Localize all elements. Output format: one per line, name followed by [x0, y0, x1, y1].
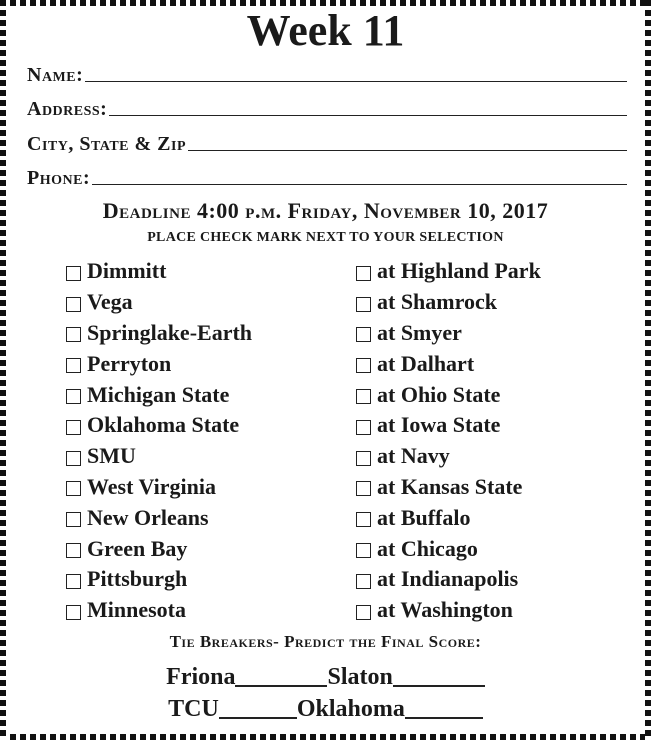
- away-team: Green Bay: [87, 535, 188, 561]
- home-team: at Navy: [377, 443, 450, 469]
- game-row: [66, 472, 626, 503]
- picks-list: [66, 256, 626, 626]
- checkbox[interactable]: [66, 297, 81, 312]
- checkbox[interactable]: [356, 574, 371, 589]
- instructions-text: PLACE CHECK MARK NEXT TO YOUR SELECTION: [147, 230, 504, 245]
- away-team: Michigan State: [87, 381, 230, 407]
- tiebreaker-team1: TCU: [168, 696, 219, 722]
- checkbox[interactable]: [66, 543, 81, 558]
- checkbox[interactable]: [66, 451, 81, 466]
- away-team: Springlake-Earth: [87, 319, 253, 345]
- address-label: Address:: [27, 98, 108, 120]
- border-left: [0, 0, 6, 740]
- home-team: at Washington: [377, 597, 513, 623]
- checkbox[interactable]: [356, 358, 371, 373]
- game-row: [66, 533, 626, 564]
- page-title: Week 11: [246, 6, 405, 55]
- away-team: SMU: [87, 443, 136, 469]
- checkbox[interactable]: [66, 389, 81, 404]
- away-team: Minnesota: [87, 597, 186, 623]
- game-row: [66, 287, 626, 318]
- game-row: [66, 379, 626, 410]
- checkbox[interactable]: [356, 389, 371, 404]
- checkbox[interactable]: [66, 266, 81, 281]
- game-row: [66, 595, 626, 626]
- checkbox[interactable]: [66, 574, 81, 589]
- away-team: Oklahoma State: [87, 412, 240, 438]
- checkbox[interactable]: [356, 266, 371, 281]
- score-blank[interactable]: [219, 717, 297, 719]
- phone-field[interactable]: [27, 161, 627, 189]
- tiebreaker-row: [0, 664, 651, 691]
- away-team: Vega: [87, 289, 133, 315]
- away-team: Pittsburgh: [87, 566, 188, 592]
- away-team: Dimmitt: [87, 258, 167, 284]
- tiebreaker-heading: Tie Breakers- Predict the Final Score:: [169, 632, 482, 651]
- checkbox[interactable]: [66, 420, 81, 435]
- city-state-zip-label: City, State & Zip: [27, 133, 187, 155]
- home-team: at Chicago: [377, 535, 478, 561]
- home-team: at Dalhart: [377, 350, 475, 376]
- home-team: at Buffalo: [377, 504, 471, 530]
- checkbox[interactable]: [356, 297, 371, 312]
- checkbox[interactable]: [356, 451, 371, 466]
- phone-line[interactable]: [92, 184, 627, 185]
- away-team: Perryton: [87, 350, 172, 376]
- tiebreaker-team2: Oklahoma: [296, 696, 405, 722]
- checkbox[interactable]: [66, 481, 81, 496]
- border-right: [645, 0, 651, 740]
- home-team: at Indianapolis: [377, 566, 519, 592]
- address-field[interactable]: [27, 92, 627, 120]
- game-row: [66, 256, 626, 287]
- home-team: at Iowa State: [377, 412, 501, 438]
- tiebreaker-team1: Friona: [166, 664, 236, 690]
- checkbox[interactable]: [356, 481, 371, 496]
- score-blank[interactable]: [235, 685, 327, 687]
- tiebreaker-row: [0, 696, 651, 723]
- checkbox[interactable]: [356, 327, 371, 342]
- checkbox[interactable]: [356, 543, 371, 558]
- game-row: [66, 564, 626, 595]
- home-team: at Ohio State: [377, 381, 501, 407]
- border-bottom: [0, 734, 651, 740]
- city-state-zip-line[interactable]: [188, 150, 627, 151]
- name-label: Name:: [27, 64, 84, 86]
- score-blank[interactable]: [405, 717, 483, 719]
- home-team: at Smyer: [377, 319, 462, 345]
- home-team: at Highland Park: [377, 258, 541, 284]
- game-row: [66, 410, 626, 441]
- city-state-zip-field[interactable]: [27, 127, 627, 155]
- deadline-text: Deadline 4:00 p.m. Friday, November 10, 2017: [102, 198, 549, 223]
- phone-label: Phone:: [27, 167, 91, 189]
- tiebreaker-team2: Slaton: [327, 664, 393, 690]
- game-row: [66, 348, 626, 379]
- away-team: New Orleans: [87, 504, 209, 530]
- checkbox[interactable]: [66, 605, 81, 620]
- checkbox[interactable]: [356, 512, 371, 527]
- address-line[interactable]: [109, 115, 627, 116]
- score-blank[interactable]: [393, 685, 485, 687]
- away-team: West Virginia: [87, 473, 216, 499]
- home-team: at Kansas State: [377, 473, 523, 499]
- checkbox[interactable]: [66, 358, 81, 373]
- checkbox[interactable]: [66, 512, 81, 527]
- checkbox[interactable]: [356, 420, 371, 435]
- checkbox[interactable]: [66, 327, 81, 342]
- checkbox[interactable]: [356, 605, 371, 620]
- game-row: [66, 502, 626, 533]
- home-team: at Shamrock: [377, 289, 497, 315]
- game-row: [66, 318, 626, 349]
- name-field[interactable]: [27, 58, 627, 86]
- name-line[interactable]: [85, 81, 627, 82]
- game-row: [66, 441, 626, 472]
